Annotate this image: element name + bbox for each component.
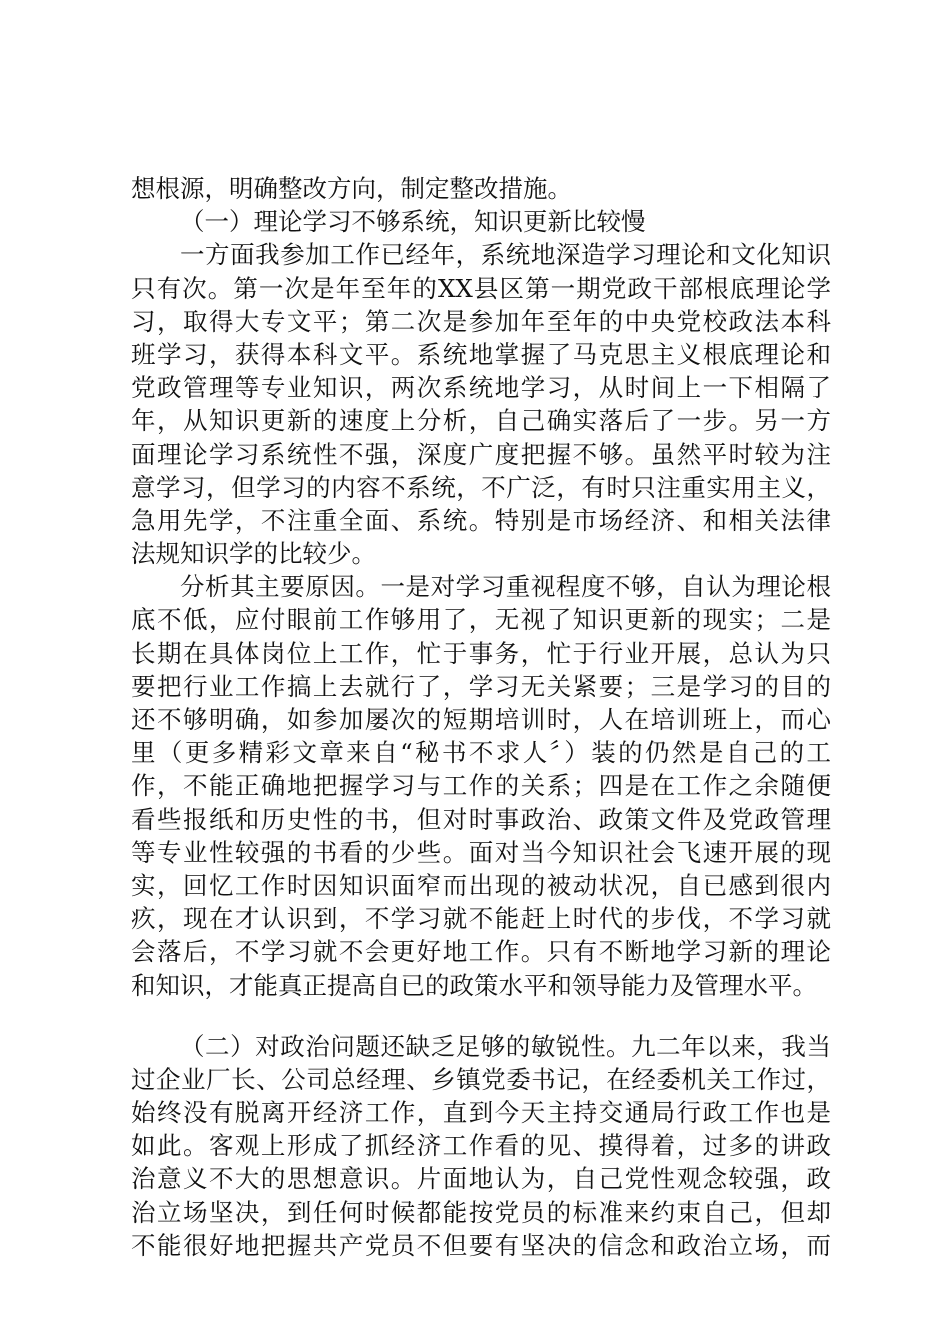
text-line: 法规知识学的比较少。 xyxy=(131,539,376,569)
text-line: 不能很好地把握共产党员不但要有坚决的信念和政治立场，而 xyxy=(131,1230,831,1260)
text-line: 想根源，明确整改方向，制定整改措施。 xyxy=(131,174,572,203)
text-line: 底不低，应付眼前工作够用了，无视了知识更新的现实；二是 xyxy=(131,605,831,635)
text-line: 里（更多精彩文章来自“秘书不求人〞）装的仍然是自己的工 xyxy=(131,738,831,768)
paragraph xyxy=(131,238,831,570)
text-line: 如此。客观上形成了抓经济工作看的见、摸得着，过多的讲政 xyxy=(131,1131,831,1161)
text-line: 年，从知识更新的速度上分析，自己确实落后了一步。另一方 xyxy=(131,406,831,436)
text-line: 疚，现在才认识到，不学习就不能赶上时代的步伐，不学习就 xyxy=(131,904,831,934)
text-line: 实，回忆工作时因知识面窄而出现的被动状况，自已感到很内 xyxy=(131,870,831,900)
text-line: 要把行业工作搞上去就行了，学习无关紧要；三是学习的目的 xyxy=(131,671,831,701)
text-line: 习，取得大专文平；第二次是参加年至年的中央党校政法本科 xyxy=(131,306,831,336)
paragraph-gap xyxy=(131,1002,831,1030)
text-line: 始终没有脱离开经济工作，直到今天主持交通局行政工作也是 xyxy=(131,1098,831,1128)
text-line: （二）对政治问题还缺乏足够的敏锐性。九二年以来，我当 xyxy=(180,1031,831,1061)
text-line: 班学习，获得本科文平。系统地掌握了马克思主义根底理论和 xyxy=(131,339,831,369)
document-body xyxy=(131,172,831,1262)
text-line: 和知识，才能真正提高自已的政策水平和领导能力及管理水平。 xyxy=(131,970,817,1000)
text-line: 还不够明确，如参加屡次的短期培训时，人在培训班上，而心 xyxy=(131,705,831,734)
text-line: 一方面我参加工作已经年，系统地深造学习理论和文化知识 xyxy=(180,240,831,270)
text-line: 过企业厂长、公司总经理、乡镇党委书记，在经委机关工作过， xyxy=(131,1064,831,1094)
text-line: 面理论学习系统性不强，深度广度把握不够。虽然平时较为注 xyxy=(131,439,831,469)
section-heading xyxy=(131,205,831,238)
text-line: 等专业性较强的书看的少些。面对当今知识社会飞速开展的现 xyxy=(131,837,831,867)
paragraph xyxy=(131,172,831,205)
text-line: 党政管理等专业知识，两次系统地学习，从时间上一下相隔了 xyxy=(131,373,831,403)
text-line: 只有次。第一次是年至年的XX县区第一期党政干部根底理论学 xyxy=(131,273,831,303)
text-line: 急用先学，不注重全面、系统。特别是市场经济、和相关法律 xyxy=(131,505,831,535)
text-line: 长期在具体岗位上工作，忙于事务，忙于行业开展，总认为只 xyxy=(131,638,831,668)
text-line: 会落后，不学习就不会更好地工作。只有不断地学习新的理论 xyxy=(131,937,831,967)
paragraph xyxy=(131,1030,831,1262)
text-line: 看些报纸和历史性的书，但对时事政治、政策文件及党政管理 xyxy=(131,804,831,834)
heading-text: （一）理论学习不够系统，知识更新比较慢 xyxy=(180,207,646,237)
paragraph xyxy=(131,570,831,1001)
text-line: 治立场坚决，到任何时候都能按党员的标准来约束自己，但却 xyxy=(131,1197,831,1227)
text-line: 治意义不大的思想意识。片面地认为，自己党性观念较强，政 xyxy=(131,1164,831,1194)
text-line: 分析其主要原因。一是对学习重视程度不够，自认为理论根 xyxy=(180,572,831,602)
text-line: 作，不能正确地把握学习与工作的关系；四是在工作之余随便 xyxy=(131,771,831,801)
text-line: 意学习，但学习的内容不系统，不广泛，有时只注重实用主义， xyxy=(131,472,831,502)
